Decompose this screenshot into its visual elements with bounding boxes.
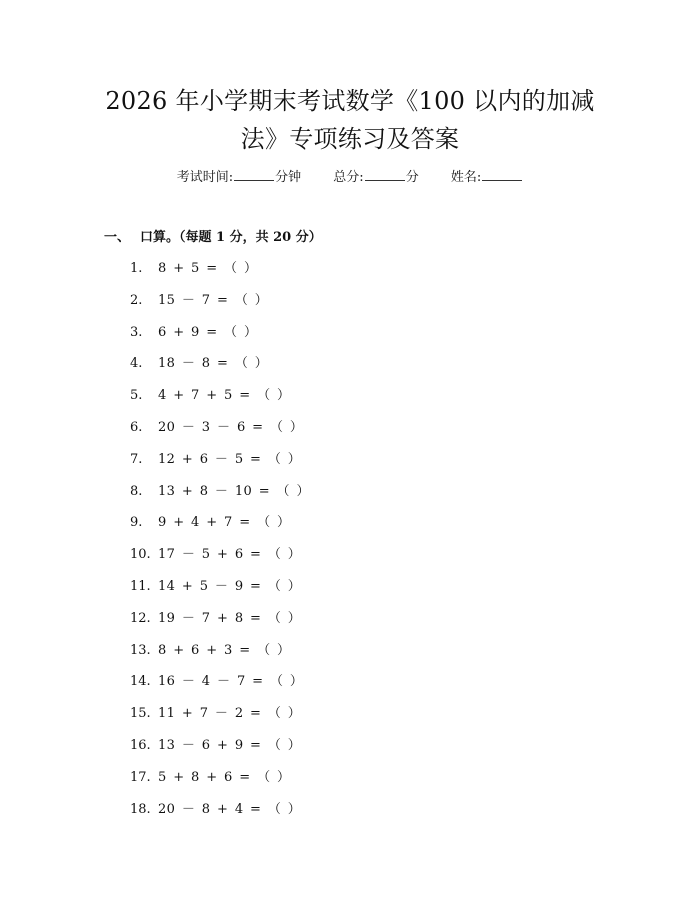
exam-time-label: 考试时间: [176, 170, 234, 185]
question-number: 13. [130, 642, 151, 658]
question-item [130, 735, 310, 767]
question-item [130, 449, 310, 481]
exam-time-field [177, 168, 301, 188]
question-number: 3. [130, 324, 143, 340]
question-number: 9. [130, 515, 143, 531]
total-score-label: 总分: [333, 170, 364, 185]
total-score-field [333, 168, 418, 188]
question-item [130, 703, 310, 735]
question-number: 11. [130, 578, 151, 594]
question-expression: 17 － 5 + 6 = （ ） [158, 547, 302, 563]
question-expression: 13 + 8 － 10 = （ ） [158, 483, 310, 499]
question-number: 18. [130, 801, 151, 817]
question-item [130, 417, 310, 449]
question-number: 17. [130, 769, 151, 785]
question-item [130, 544, 310, 576]
question-item [130, 671, 310, 703]
exam-info-row [0, 168, 700, 188]
question-number: 6. [130, 419, 143, 435]
student-name-blank[interactable] [482, 168, 522, 181]
question-number: 16. [130, 737, 151, 753]
question-item [130, 767, 310, 799]
total-score-unit: 分 [405, 170, 419, 185]
question-number: 14. [130, 674, 151, 690]
question-number: 5. [130, 388, 143, 404]
question-number: 1. [130, 261, 143, 276]
question-expression: 11 + 7 － 2 = （ ） [158, 706, 302, 722]
question-item [130, 481, 310, 513]
question-item [130, 290, 310, 322]
page-title-line-1: 2026 年小学期末考试数学《100 以内的加减 [105, 87, 595, 115]
exam-time-unit: 分钟 [275, 170, 302, 185]
question-expression: 9 + 4 + 7 = （ ） [158, 515, 291, 531]
question-item [130, 322, 310, 354]
question-number: 10. [130, 547, 151, 563]
question-item [130, 512, 310, 544]
question-expression: 19 － 7 + 8 = （ ） [158, 610, 302, 626]
question-expression: 6 + 9 = （ ） [158, 324, 258, 340]
section-title: 口算。（每题 1 分，共 20 分） [140, 230, 322, 245]
question-number: 8. [130, 483, 143, 499]
exam-time-blank[interactable] [234, 168, 274, 181]
question-item [130, 353, 310, 385]
section-number: 一、 [104, 230, 131, 245]
question-item [130, 799, 310, 831]
section-heading [104, 228, 322, 248]
question-item [130, 258, 310, 290]
total-score-blank[interactable] [365, 168, 405, 181]
question-expression: 5 + 8 + 6 = （ ） [158, 769, 291, 785]
question-item [130, 385, 310, 417]
question-expression: 13 － 6 + 9 = （ ） [158, 737, 302, 753]
question-number: 2. [130, 292, 143, 308]
question-expression: 18 － 8 = （ ） [158, 356, 269, 372]
question-expression: 20 － 3 － 6 = （ ） [158, 419, 304, 435]
student-name-label: 姓名: [450, 170, 482, 185]
page-title-line-2: 法》专项练习及答案 [240, 125, 460, 153]
question-item [130, 576, 310, 608]
question-item [130, 608, 310, 640]
question-item [130, 640, 310, 672]
question-expression: 12 + 6 － 5 = （ ） [158, 451, 302, 467]
question-number: 15. [130, 706, 151, 722]
question-expression: 20 － 8 + 4 = （ ） [158, 801, 302, 817]
question-number: 12. [130, 610, 151, 626]
question-expression: 8 + 5 = （ ） [158, 261, 258, 276]
student-name-field [451, 168, 523, 188]
question-expression: 4 + 7 + 5 = （ ） [158, 388, 291, 404]
question-number: 4. [130, 356, 143, 372]
question-expression: 14 + 5 － 9 = （ ） [158, 578, 302, 594]
question-expression: 8 + 6 + 3 = （ ） [158, 642, 291, 658]
question-number: 7. [130, 451, 143, 467]
question-list [130, 258, 310, 830]
question-expression: 15 － 7 = （ ） [158, 292, 269, 308]
question-expression: 16 － 4 － 7 = （ ） [158, 674, 304, 690]
